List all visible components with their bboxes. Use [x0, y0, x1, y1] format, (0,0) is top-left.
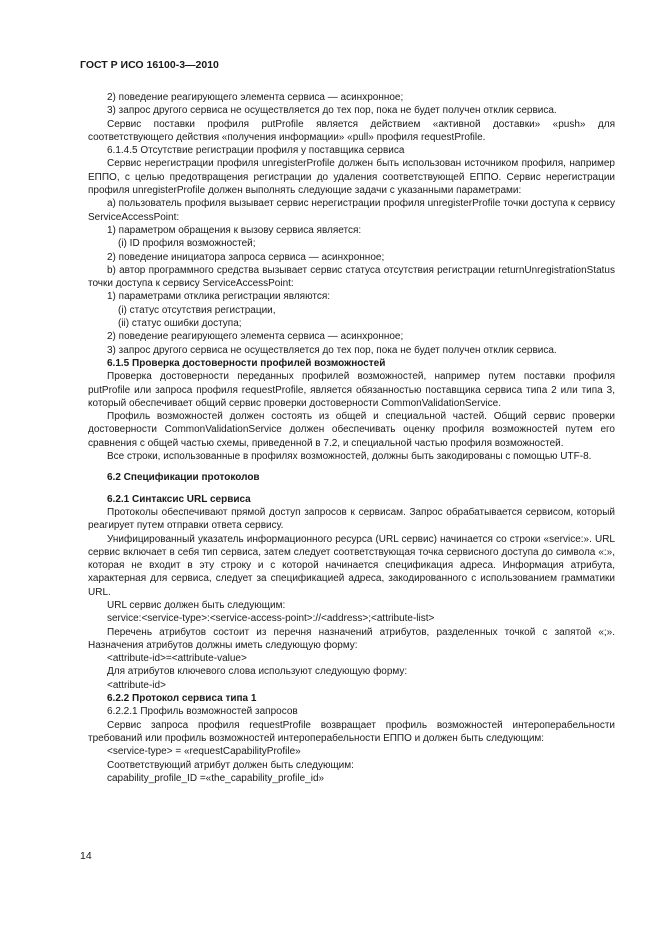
paragraph: URL сервис должен быть следующим: [107, 599, 286, 611]
list-item: (i) статус отсутствия регистрации, [118, 304, 276, 316]
code-line: <attribute-id>=<attribute-value> [107, 653, 247, 665]
list-item: (i) ID профиля возможностей; [118, 238, 256, 250]
subsection-heading: 6.2.2.1 Профиль возможностей запросов [107, 706, 298, 718]
section-heading: 6.2.2 Протокол сервиса типа 1 [107, 693, 257, 705]
page-content [88, 91, 615, 785]
section-heading: 6.2 Спецификации протоколов [107, 472, 260, 484]
paragraph: Профиль возможностей должен состоять из общей и специальной частей. Общий сервис проверки достоверности CommonValidationService должен обеспечивать оценку профиля возможностей путем его сравнения с общей частью схемы, приведенной в 7.2, и специальной частью профиля возможностей. [88, 411, 615, 449]
list-item: 1) параметром обращения к вызову сервиса является: [107, 224, 362, 236]
list-item: 2) поведение реагирующего элемента сервиса — асинхронное; [107, 331, 404, 343]
paragraph: 2) поведение реагирующего элемента сервиса — асинхронное; [107, 92, 404, 103]
paragraph: Все строки, использованные в профилях возможностей, должны быть закодированы с помощью UTF-8. [107, 451, 592, 463]
list-item: 1) параметрами отклика регистрации являются: [107, 291, 331, 303]
page-number: 14 [80, 850, 92, 862]
code-line: service:<service-type>:<service-access-point>://<address>;<attribute-list> [107, 613, 435, 625]
paragraph: Унифицированный указатель информационного ресурса (URL сервис) начинается со строки «service:». URL сервис включает в себя тип сервиса, затем следует соответствующая точка сервисного доступа до символа «:», которая не входит в эту строку и с которой начинается спецификация адреса. Информация атрибута, характерная для сервиса, следует за спецификацией адреса, закодированного с использованием грамматики URL. [88, 533, 615, 598]
list-item: 2) поведение инициатора запроса сервиса — асинхронное; [107, 251, 385, 263]
paragraph: Протоколы обеспечивают прямой доступ запросов к сервисам. Запрос обрабатывается сервисом, который реагирует путем отправки ответа сервису. [88, 506, 615, 532]
section-heading: 6.1.5 Проверка достоверности профилей возможностей [107, 357, 386, 369]
paragraph: Сервис запроса профиля requestProfile возвращает профиль возможностей интероперабельности требований или профиль возможностей интероперабельности ЕППО и должен быть следующим: [88, 719, 615, 744]
code-line: capability_profile_ID =«the_capability_profile_id» [107, 772, 325, 784]
list-item: 3) запрос другого сервиса не осуществляется до тех пор, пока не будет получен отклик сервиса. [107, 344, 557, 356]
list-item: b) автор программного средства вызывает сервис статуса отсутствия регистрации returnUnregistrationStatus точки доступа к сервису ServiceAccessPoint: [88, 264, 615, 290]
code-line: <attribute-id> [107, 679, 166, 691]
paragraph: 3) запрос другого сервиса не осуществляется до тех пор, пока не будет получен отклик сервиса. [107, 105, 557, 117]
document-header: ГОСТ Р ИСО 16100-3—2010 [80, 59, 219, 71]
code-line: <service-type> = «requestCapabilityProfile» [107, 746, 301, 758]
section-heading: 6.2.1 Синтаксис URL сервиса [107, 493, 251, 505]
list-item: (ii) статус ошибки доступа; [118, 318, 242, 330]
paragraph: Соответствующий атрибут должен быть следующим: [107, 759, 354, 771]
paragraph: Перечень атрибутов состоит из перечня назначений атрибутов, разделенных точкой с запятой «;». Назначения атрибутов должны иметь следующую форму: [88, 626, 615, 651]
paragraph: Для атрибутов ключевого слова используют следующую форму: [107, 666, 408, 678]
paragraph: Сервис нерегистрации профиля unregisterProfile должен быть использован источником профиля, например ЕППО, с целью предотвращения регистрации до удаления соответствующей ЕППО. Сервис нерегистрации профиля unregisterProfile должен выполнять следующие задачи с указанными параметрами: [88, 158, 615, 197]
list-item: a) пользователь профиля вызывает сервис нерегистрации профиля unregisterProfile точки доступа к сервису ServiceAccessPoint: [88, 198, 615, 223]
paragraph: Проверка достоверности переданных профилей возможностей, например путем поставки профиля putProfile или запроса профиля requestProfile, является обязанностью поставщика сервиса типа 2 или типа 3, который обеспечивает общий сервис проверки достоверности CommonValidationService. [88, 371, 615, 409]
paragraph: Сервис поставки профиля putProfile является действием «активной доставки» «push» для соответствующего действия «получения информации» «pull» профиля requestProfile. [88, 118, 615, 143]
subsection-heading: 6.1.4.5 Отсутствие регистрации профиля у поставщика сервиса [107, 145, 405, 157]
